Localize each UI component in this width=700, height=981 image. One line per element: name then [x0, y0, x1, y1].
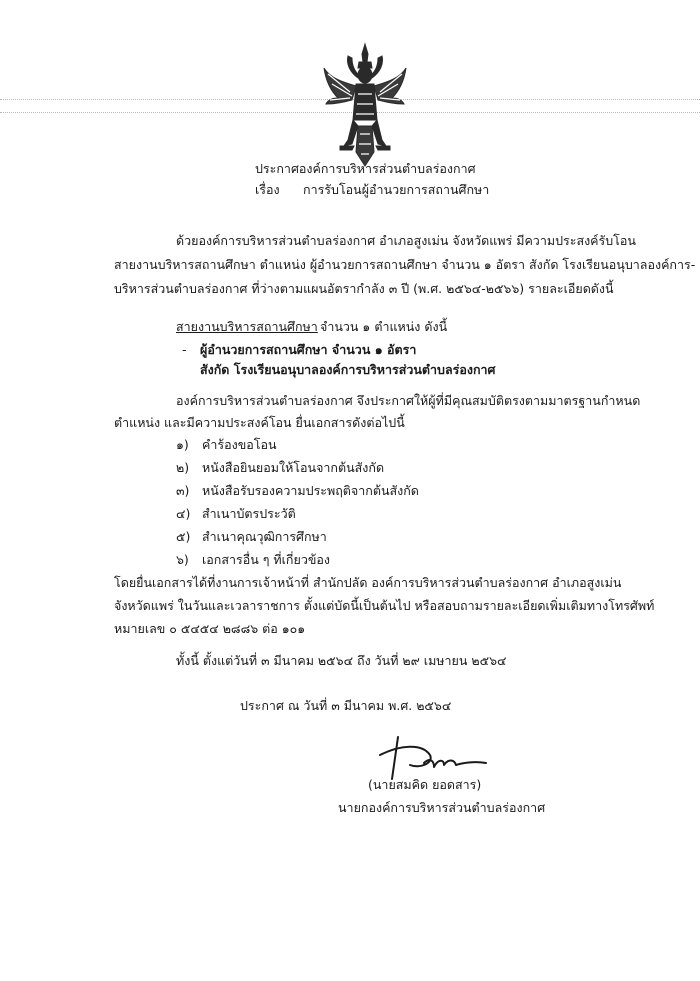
position-bullet: -	[182, 342, 187, 357]
position-title: ผู้อำนวยการสถานศึกษา จำนวน ๑ อัตรา	[200, 342, 417, 357]
application-period: ทั้งนี้ ตั้งแต่วันที่ ๓ มีนาคม ๒๕๖๔ ถึง วันที่ ๒๙ เมษายน ๒๕๖๔	[176, 653, 507, 668]
intro-line-3: บริหารส่วนตำบลร่องกาศ ที่ว่างตามแผนอัตรากำลัง ๓ ปี (พ.ศ. ๒๕๖๔-๒๕๖๖) รายละเอียดดังนี้	[114, 281, 614, 296]
document-item-number: ๓)	[176, 483, 190, 498]
document-item-text: สำเนาคุณวุฒิการศึกษา	[202, 529, 327, 544]
document-item-text: หนังสือยินยอมให้โอนจากต้นสังกัด	[202, 460, 385, 475]
garuda-emblem-icon	[322, 42, 408, 172]
document-item-number: ๒)	[176, 460, 190, 475]
subject-label: เรื่อง	[255, 182, 280, 197]
position-line-label: สายงานบริหารสถานศึกษา	[176, 319, 318, 334]
signatory-position: นายกองค์การบริหารส่วนตำบลร่องกาศ	[338, 800, 546, 815]
document-item-number: ๑)	[176, 437, 189, 452]
document-item-text: สำเนาบัตรประวัติ	[202, 506, 296, 521]
requirements-line-2: ตำแหน่ง และมีความประสงค์โอน ยื่นเอกสารดังต่อไปนี้	[114, 415, 405, 430]
document-item-number: ๕)	[176, 529, 191, 544]
requirements-line-1: องค์การบริหารส่วนตำบลร่องกาศ จึงประกาศให้ผู้ที่มีคุณสมบัติตรงตามมาตรฐานกำหนด	[176, 393, 641, 408]
subject-text: การรับโอนผู้อำนวยการสถานศึกษา	[303, 182, 490, 197]
announcement-date: ประกาศ ณ วันที่ ๓ มีนาคม พ.ศ. ๒๕๖๔	[240, 698, 452, 713]
document-item-text: คำร้องขอโอน	[202, 437, 277, 452]
position-line-count: จำนวน ๑ ตำแหน่ง ดังนี้	[320, 319, 448, 334]
intro-line-1: ด้วยองค์การบริหารส่วนตำบลร่องกาศ อำเภอสูงเม่น จังหวัดแพร่ มีความประสงค์รับโอน	[176, 233, 636, 248]
submission-line-1: โดยยื่นเอกสารได้ที่งานการเจ้าหน้าที่ สำนักปลัด องค์การบริหารส่วนตำบลร่องกาศ อำเภอสูงเม่น	[114, 575, 622, 590]
document-item-number: ๔)	[176, 506, 191, 521]
signatory-name: (นายสมคิด ยอดสาร)	[368, 777, 482, 792]
document-item-text: หนังสือรับรองความประพฤติจากต้นสังกัด	[202, 483, 419, 498]
intro-line-2: สายงานบริหารสถานศึกษา ตำแหน่ง ผู้อำนวยการสถานศึกษา จำนวน ๑ อัตรา สังกัด โรงเรียนอนุบาลองค์การ-	[114, 257, 696, 272]
position-affiliation: สังกัด โรงเรียนอนุบาลองค์การบริหารส่วนตำบลร่องกาศ	[200, 362, 496, 377]
submission-line-3: หมายเลข ๐ ๕๔๕๔ ๒๘๘๖ ต่อ ๑๐๑	[114, 621, 306, 636]
document-item-number: ๖)	[176, 552, 189, 567]
submission-line-2: จังหวัดแพร่ ในวันและเวลาราชการ ตั้งแต่บัดนี้เป็นต้นไป หรือสอบถามรายละเอียดเพิ่มเติมทางโทรศัพท์	[114, 598, 655, 613]
document-item-text: เอกสารอื่น ๆ ที่เกี่ยวข้อง	[202, 552, 331, 567]
announcement-title: ประกาศองค์การบริหารส่วนตำบลร่องกาศ	[255, 161, 476, 176]
